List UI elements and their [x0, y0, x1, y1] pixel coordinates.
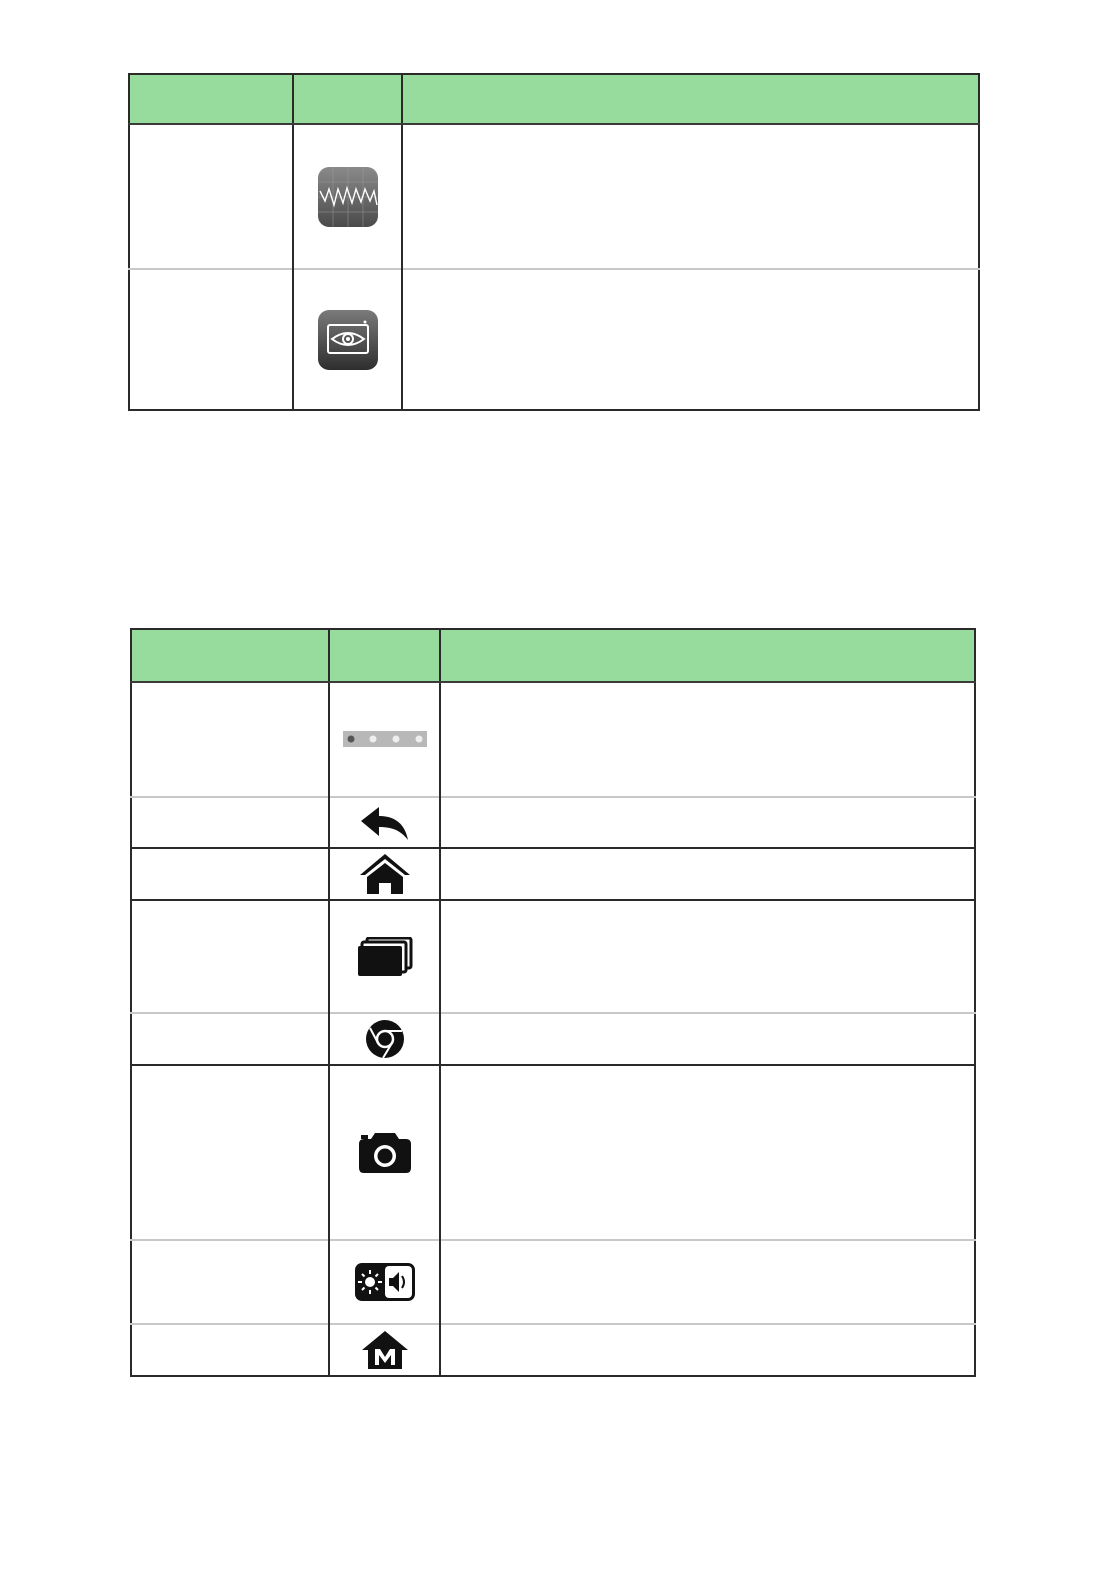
- row-description: [440, 848, 975, 900]
- eye-camera-app-icon[interactable]: [316, 308, 380, 372]
- row-name: [131, 1324, 329, 1376]
- table-row: [131, 1324, 975, 1376]
- row-description: [440, 1013, 975, 1065]
- table-row: [131, 1013, 975, 1065]
- header-cell-name: [131, 629, 329, 682]
- row-name: [131, 797, 329, 848]
- row-description: [440, 900, 975, 1013]
- home-icon[interactable]: [359, 853, 411, 895]
- row-name: [131, 848, 329, 900]
- header-cell-name: [129, 74, 293, 124]
- row-name: [131, 900, 329, 1013]
- row-name: [129, 269, 293, 410]
- waveform-app-icon[interactable]: [316, 165, 380, 229]
- recent-apps-icon[interactable]: [357, 937, 413, 977]
- row-description: [402, 269, 979, 410]
- back-arrow-icon[interactable]: [359, 804, 411, 842]
- table-row: [131, 1065, 975, 1240]
- table-row: [129, 124, 979, 269]
- camera-icon[interactable]: [358, 1132, 412, 1174]
- header-cell-icon: [293, 74, 402, 124]
- row-name: [131, 682, 329, 797]
- row-name: [131, 1065, 329, 1240]
- table-row: [131, 848, 975, 900]
- icon-table-navigation: [130, 628, 976, 1377]
- header-cell-icon: [329, 629, 440, 682]
- row-description: [440, 797, 975, 848]
- table-row: [131, 1240, 975, 1324]
- table-row: [131, 797, 975, 848]
- table-header-row: [131, 629, 975, 682]
- table-header-row: [129, 74, 979, 124]
- table-row: [129, 269, 979, 410]
- row-description: [440, 1240, 975, 1324]
- page-indicator-dots-icon[interactable]: [343, 730, 427, 748]
- row-name: [131, 1240, 329, 1324]
- row-description: [440, 1324, 975, 1376]
- brightness-volume-icon[interactable]: [354, 1262, 416, 1302]
- row-name: [129, 124, 293, 269]
- icon-table-apps: [128, 73, 980, 411]
- browser-icon[interactable]: [365, 1019, 405, 1059]
- row-description: [440, 682, 975, 797]
- row-name: [131, 1013, 329, 1065]
- header-cell-description: [402, 74, 979, 124]
- row-description: [402, 124, 979, 269]
- table-row: [131, 682, 975, 797]
- m-home-icon[interactable]: [361, 1330, 409, 1370]
- table-row: [131, 900, 975, 1013]
- row-description: [440, 1065, 975, 1240]
- header-cell-description: [440, 629, 975, 682]
